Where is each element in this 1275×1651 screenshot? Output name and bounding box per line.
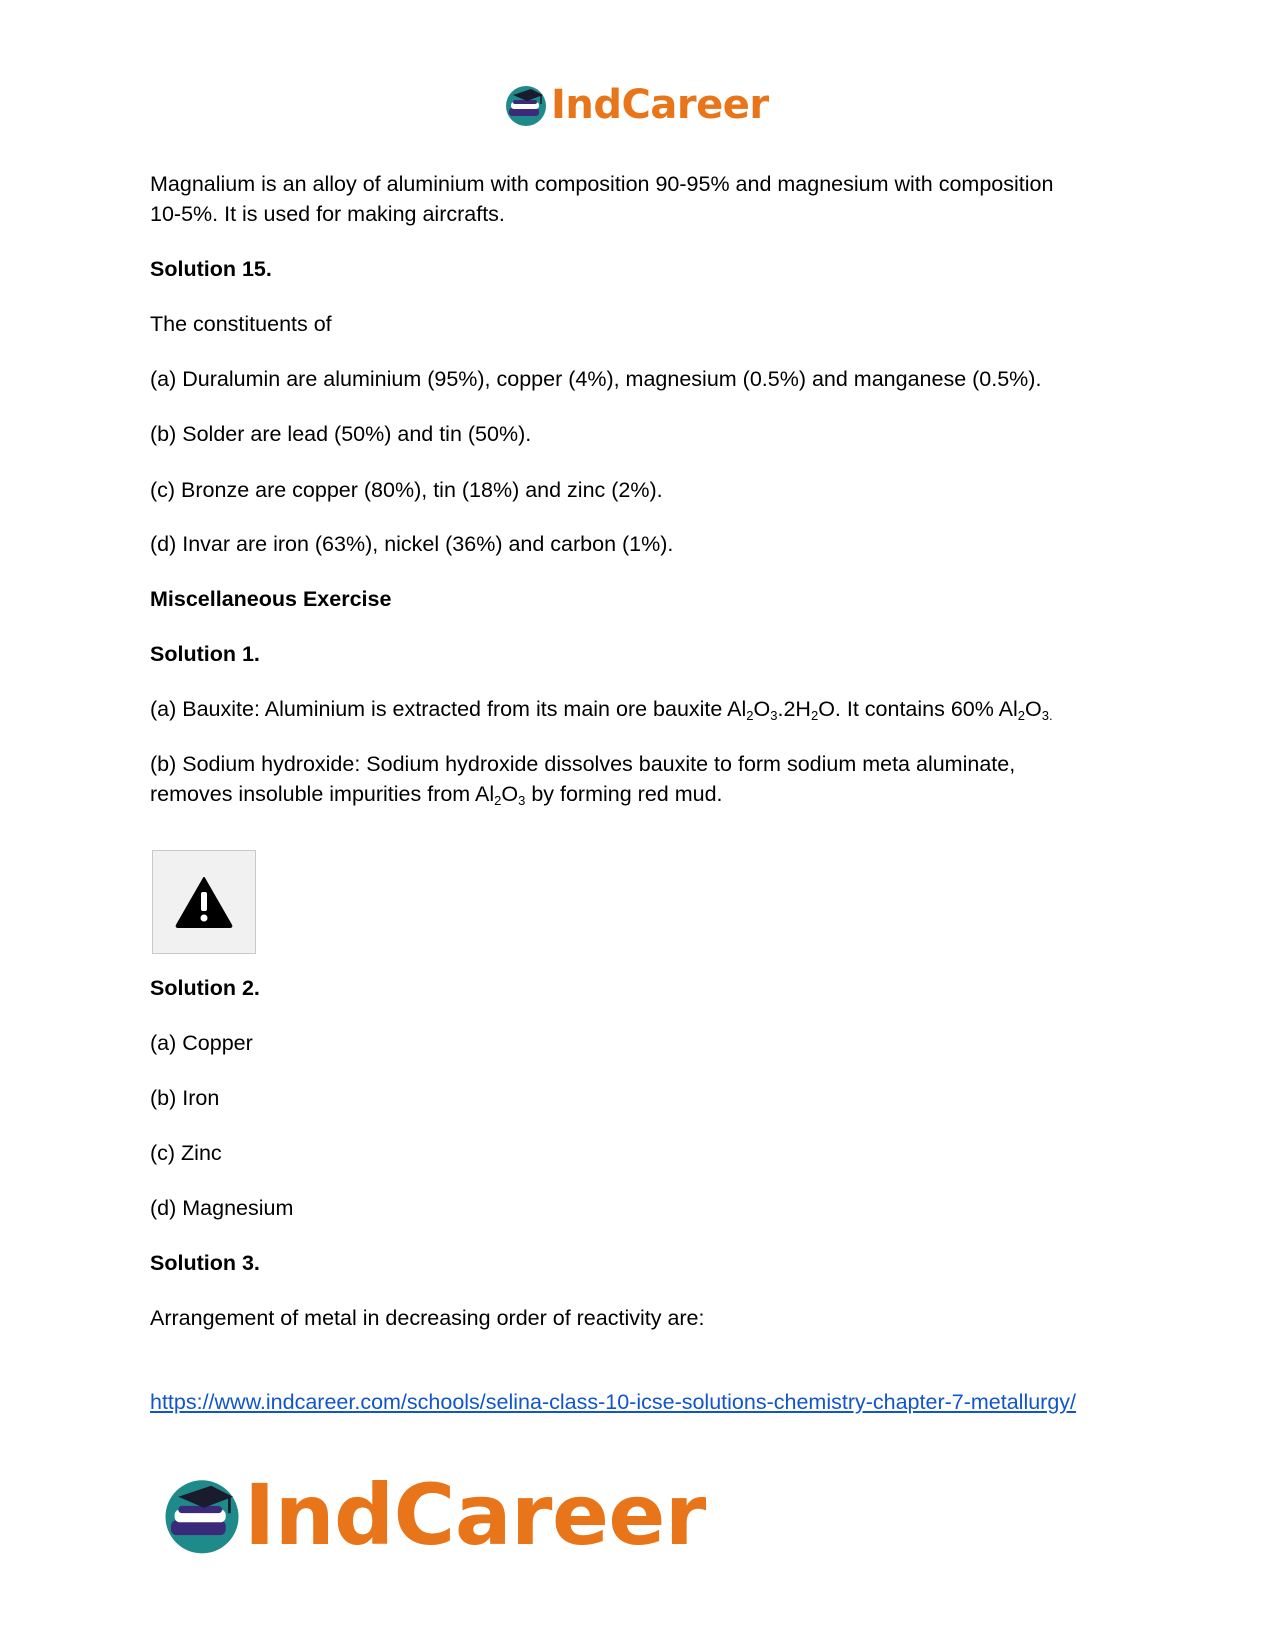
solution-2-c: (c) Zinc: [150, 1141, 222, 1165]
bronze-item: (c) Bronze are copper (80%), tin (18%) and zinc (2%).: [150, 478, 663, 502]
magnalium-line-2: 10-5%. It is used for making aircrafts.: [150, 202, 505, 226]
logo-text: IndCareer: [551, 82, 769, 128]
constituents-intro: The constituents of: [150, 312, 332, 336]
broken-image-placeholder: [152, 850, 256, 954]
invar-item: (d) Invar are iron (63%), nickel (36%) and carbon (1%).: [150, 532, 674, 556]
solution-2-heading: Solution 2.: [150, 976, 260, 1000]
solution-1-heading: Solution 1.: [150, 642, 260, 666]
header-logo: [503, 80, 773, 130]
naoh-line-1: (b) Sodium hydroxide: Sodium hydroxide dissolves bauxite to form sodium meta aluminate,: [150, 752, 1016, 776]
footer-logo-text: IndCareer: [244, 1466, 706, 1564]
misc-exercise-heading: Miscellaneous Exercise: [150, 587, 392, 611]
naoh-line-2: removes insoluble impurities from $Al_2O_3$ by forming red mud.: [150, 782, 723, 808]
solution-2-d: (d) Magnesium: [150, 1196, 294, 1220]
source-url-link[interactable]: https://www.indcareer.com/schools/selina-class-10-icse-solutions-chemistry-chapter-7-metallurgy/: [150, 1390, 1077, 1414]
duralumin-item: (a) Duralumin are aluminium (95%), copper (4%), magnesium (0.5%) and manganese (0.5%).: [150, 367, 1042, 391]
solution-2-a: (a) Copper: [150, 1031, 253, 1055]
graduation-book-icon: [160, 1473, 244, 1557]
arrangement-text: Arrangement of metal in decreasing order of reactivity are:: [150, 1306, 705, 1330]
solution-15-heading: Solution 15.: [150, 257, 272, 281]
warning-icon: [175, 876, 233, 928]
magnalium-line-1: Magnalium is an alloy of aluminium with composition 90-95% and magnesium with composition: [150, 172, 1054, 196]
solution-2-b: (b) Iron: [150, 1086, 220, 1110]
solder-item: (b) Solder are lead (50%) and tin (50%).: [150, 422, 532, 446]
solution-3-heading: Solution 3.: [150, 1251, 260, 1275]
bauxite-line: (a) Bauxite: Aluminium is extracted from its main ore bauxite $Al_2O_3.2H_2O$. It contains 60% $Al_2O_{3.}$: [150, 697, 1053, 723]
footer-logo: [160, 1466, 706, 1564]
graduation-book-icon: [503, 82, 549, 128]
